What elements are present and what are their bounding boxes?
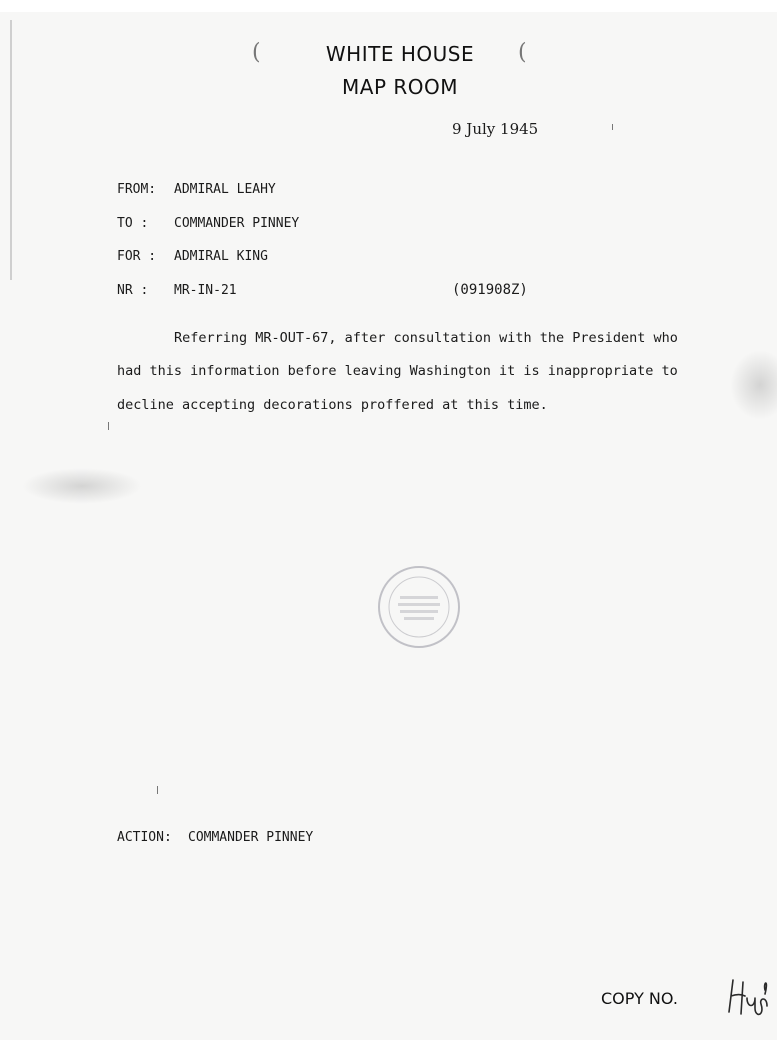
body-line-3: decline accepting decorations proffered at this time. xyxy=(117,397,548,413)
punch-mark-left: ( xyxy=(252,40,261,65)
stray-mark xyxy=(612,124,613,130)
handwritten-initials xyxy=(725,972,770,1022)
archive-stamp-graphic xyxy=(380,568,458,646)
copy-number-label: COPY NO. xyxy=(601,989,678,1008)
body-line-1: Referring MR-OUT-67, after consultation with the President who xyxy=(174,330,678,346)
smudge-right xyxy=(730,350,777,420)
action-value: COMMANDER PINNEY xyxy=(188,830,314,845)
field-nr-value: MR-IN-21 xyxy=(174,283,237,298)
document-date: 9 July 1945 xyxy=(452,120,539,138)
scan-left-edge xyxy=(10,20,12,280)
field-to-value: COMMANDER PINNEY xyxy=(174,216,300,231)
punch-mark-right: ( xyxy=(518,40,527,65)
stray-mark xyxy=(157,786,158,794)
scan-top-edge xyxy=(0,0,777,12)
smudge-left xyxy=(22,468,142,504)
field-for-value: ADMIRAL KING xyxy=(174,249,268,264)
field-from-value: ADMIRAL LEAHY xyxy=(174,182,276,197)
stray-mark xyxy=(108,422,109,430)
header-line-2: MAP ROOM xyxy=(342,75,458,99)
body-line-2: had this information before leaving Washington it is inappropriate to xyxy=(117,363,678,379)
field-to-label: TO : xyxy=(117,216,149,231)
field-nr-label: NR : xyxy=(117,283,149,298)
action-label: ACTION: xyxy=(117,830,172,845)
field-for-label: FOR : xyxy=(117,249,157,264)
date-time-group: (091908Z) xyxy=(452,282,528,298)
header-line-1: WHITE HOUSE xyxy=(325,42,475,66)
archive-stamp xyxy=(378,566,460,648)
field-from-label: FROM: xyxy=(117,182,157,197)
